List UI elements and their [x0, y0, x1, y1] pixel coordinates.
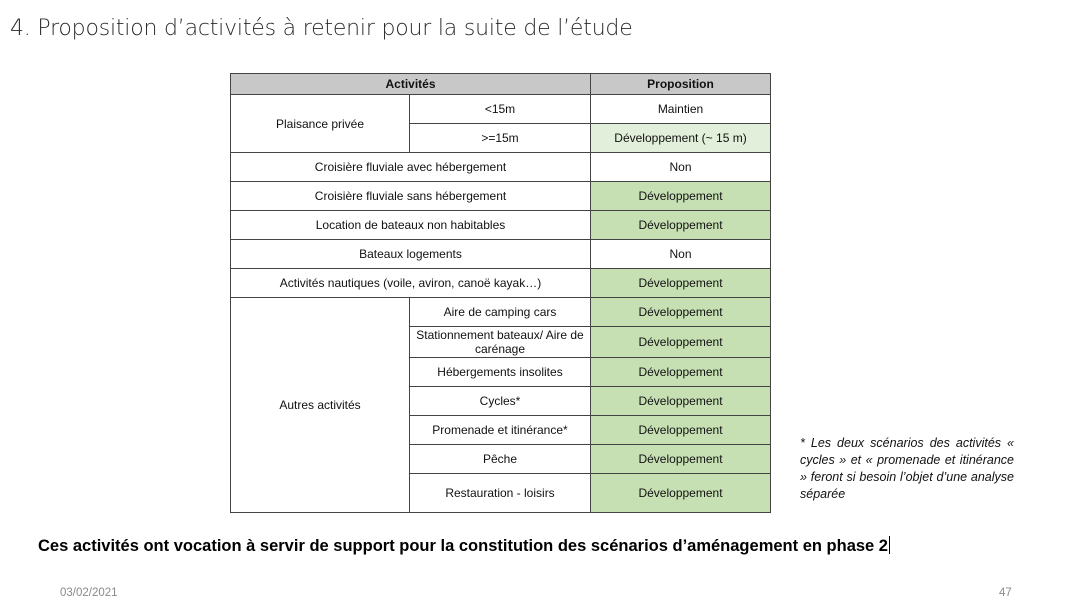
proposition-cell: Développement	[591, 298, 771, 327]
sub-activity-cell: Hébergements insolites	[410, 358, 591, 387]
proposition-cell: Développement	[591, 211, 771, 240]
header-activites: Activités	[231, 74, 591, 95]
activity-cell: Activités nautiques (voile, aviron, canoë kayak…)	[231, 269, 591, 298]
sub-activity-cell: Stationnement bateaux/ Aire de carénage	[410, 327, 591, 358]
proposition-cell: Développement	[591, 445, 771, 474]
proposition-cell: Développement	[591, 387, 771, 416]
table-row	[231, 298, 771, 327]
conclusion-label: Ces activités ont vocation à servir de support pour la constitution des scénarios d’aménagement en phase 2	[38, 537, 888, 555]
sub-activity-cell: Aire de camping cars	[410, 298, 591, 327]
proposition-cell: Développement (~ 15 m)	[591, 124, 771, 153]
table-row	[231, 211, 771, 240]
proposition-cell: Non	[591, 240, 771, 269]
activity-cell: Location de bateaux non habitables	[231, 211, 591, 240]
table-row	[231, 240, 771, 269]
table-row	[231, 182, 771, 211]
proposition-cell: Développement	[591, 416, 771, 445]
activities-table	[230, 73, 771, 513]
proposition-cell: Maintien	[591, 95, 771, 124]
sub-activity-cell: Pêche	[410, 445, 591, 474]
slide-title: 4. Proposition d’activités à retenir pour la suite de l’étude	[10, 16, 633, 41]
sub-activity-cell: >=15m	[410, 124, 591, 153]
conclusion-text[interactable]	[38, 536, 890, 556]
group-cell: Autres activités	[231, 298, 410, 513]
sub-activity-cell: Promenade et itinérance*	[410, 416, 591, 445]
proposition-cell: Développement	[591, 327, 771, 358]
table-row	[231, 95, 771, 124]
proposition-cell: Développement	[591, 182, 771, 211]
activity-cell: Croisière fluviale avec hébergement	[231, 153, 591, 182]
sub-activity-cell: Cycles*	[410, 387, 591, 416]
table-row	[231, 153, 771, 182]
proposition-cell: Développement	[591, 269, 771, 298]
footer-date: 03/02/2021	[60, 587, 118, 599]
page-number: 47	[999, 587, 1012, 599]
table-row	[231, 269, 771, 298]
proposition-cell: Développement	[591, 474, 771, 513]
footnote: * Les deux scénarios des activités « cycles » et « promenade et itinérance » feront si besoin l’objet d’une analyse séparée	[800, 436, 1014, 501]
activity-cell: Bateaux logements	[231, 240, 591, 269]
header-proposition: Proposition	[591, 74, 771, 95]
group-cell: Plaisance privée	[231, 95, 410, 153]
activity-cell: Croisière fluviale sans hébergement	[231, 182, 591, 211]
sub-activity-cell: <15m	[410, 95, 591, 124]
text-cursor	[889, 536, 890, 554]
proposition-cell: Développement	[591, 358, 771, 387]
proposition-cell: Non	[591, 153, 771, 182]
sub-activity-cell: Restauration - loisirs	[410, 474, 591, 513]
